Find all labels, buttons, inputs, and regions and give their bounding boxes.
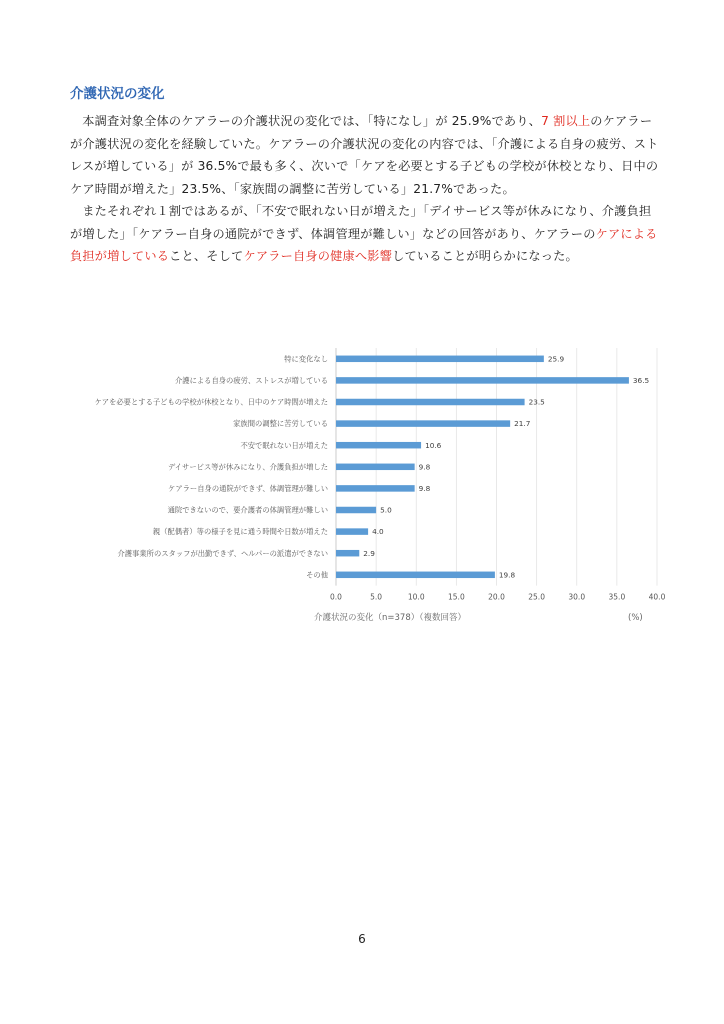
chart-category-label: 通院できないので、要介護者の体調管理が難しい (167, 505, 328, 515)
chart-category-label: デイサービス等が休みになり、介護負担が増した (167, 462, 328, 472)
body-text (70, 110, 660, 268)
chart-unit-label: (%) (628, 613, 643, 623)
page-number: 6 (358, 932, 366, 946)
section-title: 介護状況の変化 (70, 86, 165, 102)
chart-data-label: 21.7 (514, 419, 531, 429)
chart-data-label: 9.8 (418, 462, 431, 472)
chart-bar (336, 572, 495, 579)
chart-bar (336, 550, 359, 557)
paragraph-2 (70, 200, 660, 268)
chart-category-label: 不安で眠れない日が増えた (240, 440, 328, 450)
chart-data-label: 19.8 (498, 570, 516, 580)
chart-bar (336, 485, 415, 492)
chart-bars (336, 356, 629, 579)
chart-data-label: 25.9 (547, 354, 565, 364)
chart-labels (95, 354, 666, 601)
chart-data-label: 9.8 (418, 484, 431, 493)
chart-bar (336, 442, 421, 449)
chart-data-label: 36.5 (632, 376, 650, 385)
paragraph-1-highlight: 7 割以上 (541, 114, 591, 128)
chart-data-label: 5.0 (380, 505, 392, 515)
chart-category-label: ケアラー自身の通院ができず、体調管理が難しい (168, 484, 328, 493)
chart-x-axis-title: 介護状況の変化（n=378）（複数回答） (314, 613, 466, 623)
chart-x-tick-label: 35.0 (608, 592, 626, 602)
chart-x-tick-label: 20.0 (488, 592, 505, 602)
chart-x-tick-label: 0.0 (330, 592, 342, 602)
care-change-bar-chart (0, 340, 724, 640)
chart-bar (336, 464, 415, 471)
paragraph-1-text-a: 本調査対象全体のケアラーの介護状況の変化では、「特になし」が 25.9%であり、 (82, 114, 542, 128)
chart-x-tick-label: 30.0 (568, 592, 586, 602)
chart-bar (336, 377, 629, 384)
chart-category-label: 介護による自身の疲労、ストレスが増している (174, 376, 328, 385)
chart-bar (336, 356, 544, 363)
chart-data-label: 23.5 (528, 397, 545, 407)
paragraph-1 (70, 110, 660, 200)
paragraph-2-highlight-health: ケアラー自身の健康へ影響 (243, 249, 393, 263)
chart-bar (336, 507, 376, 514)
chart-bar (336, 420, 510, 427)
chart-category-label: その他 (306, 570, 328, 580)
chart-data-label: 4.0 (372, 527, 384, 537)
chart-x-tick-label: 25.0 (528, 592, 545, 602)
paragraph-2-highlight-burden: ケアによる負担が増している (70, 226, 658, 263)
chart-category-label: 介護事業所のスタッフが出勤できず、ヘルパーの派遣ができない (117, 548, 328, 558)
chart-x-tick-label: 5.0 (370, 592, 383, 602)
chart-bar (336, 528, 368, 535)
chart-category-label: 特に変化なし (284, 354, 328, 364)
chart-data-label: 2.9 (363, 548, 375, 558)
chart-category-label: ケアを必要とする子どもの学校が休校となり、日中のケア時間が増えた (94, 397, 328, 407)
chart-category-label: 家族間の調整に苦労している (233, 419, 328, 429)
chart-x-tick-label: 10.0 (407, 592, 425, 602)
paragraph-1-text-c: のケアラーが介護状況の変化を経験していた。ケアラーの介護状況の変化の内容では、「介護による自身の疲労、ストレスが増している」が 36.5%で最も多く、次いで「ケアを必要とする子どもの学校が休校となり、日中のケア時間が増えた」23.5%、「家族間の調整に苦労している」21.7%であった。 (70, 114, 659, 196)
paragraph-2-text-e: していることが明らかになった。 (392, 249, 578, 263)
chart-category-label: 親（配偶者）等の様子を見に通う時間や日数が増えた (152, 527, 328, 537)
paragraph-2-text-a: またそれぞれ１割ではあるが、「不安で眠れない日が増えた」「デイサービス等が休みになり、介護負担が増した」「ケアラー自身の通院ができず、体調管理が難しい」などの回答があり、ケアラーの (70, 204, 652, 241)
chart-data-label: 10.6 (425, 440, 442, 450)
paragraph-2-text-c: こと、そして (169, 249, 244, 263)
chart-x-tick-label: 15.0 (448, 592, 465, 602)
chart-bar (336, 399, 525, 406)
chart-x-tick-label: 40.0 (648, 592, 666, 602)
